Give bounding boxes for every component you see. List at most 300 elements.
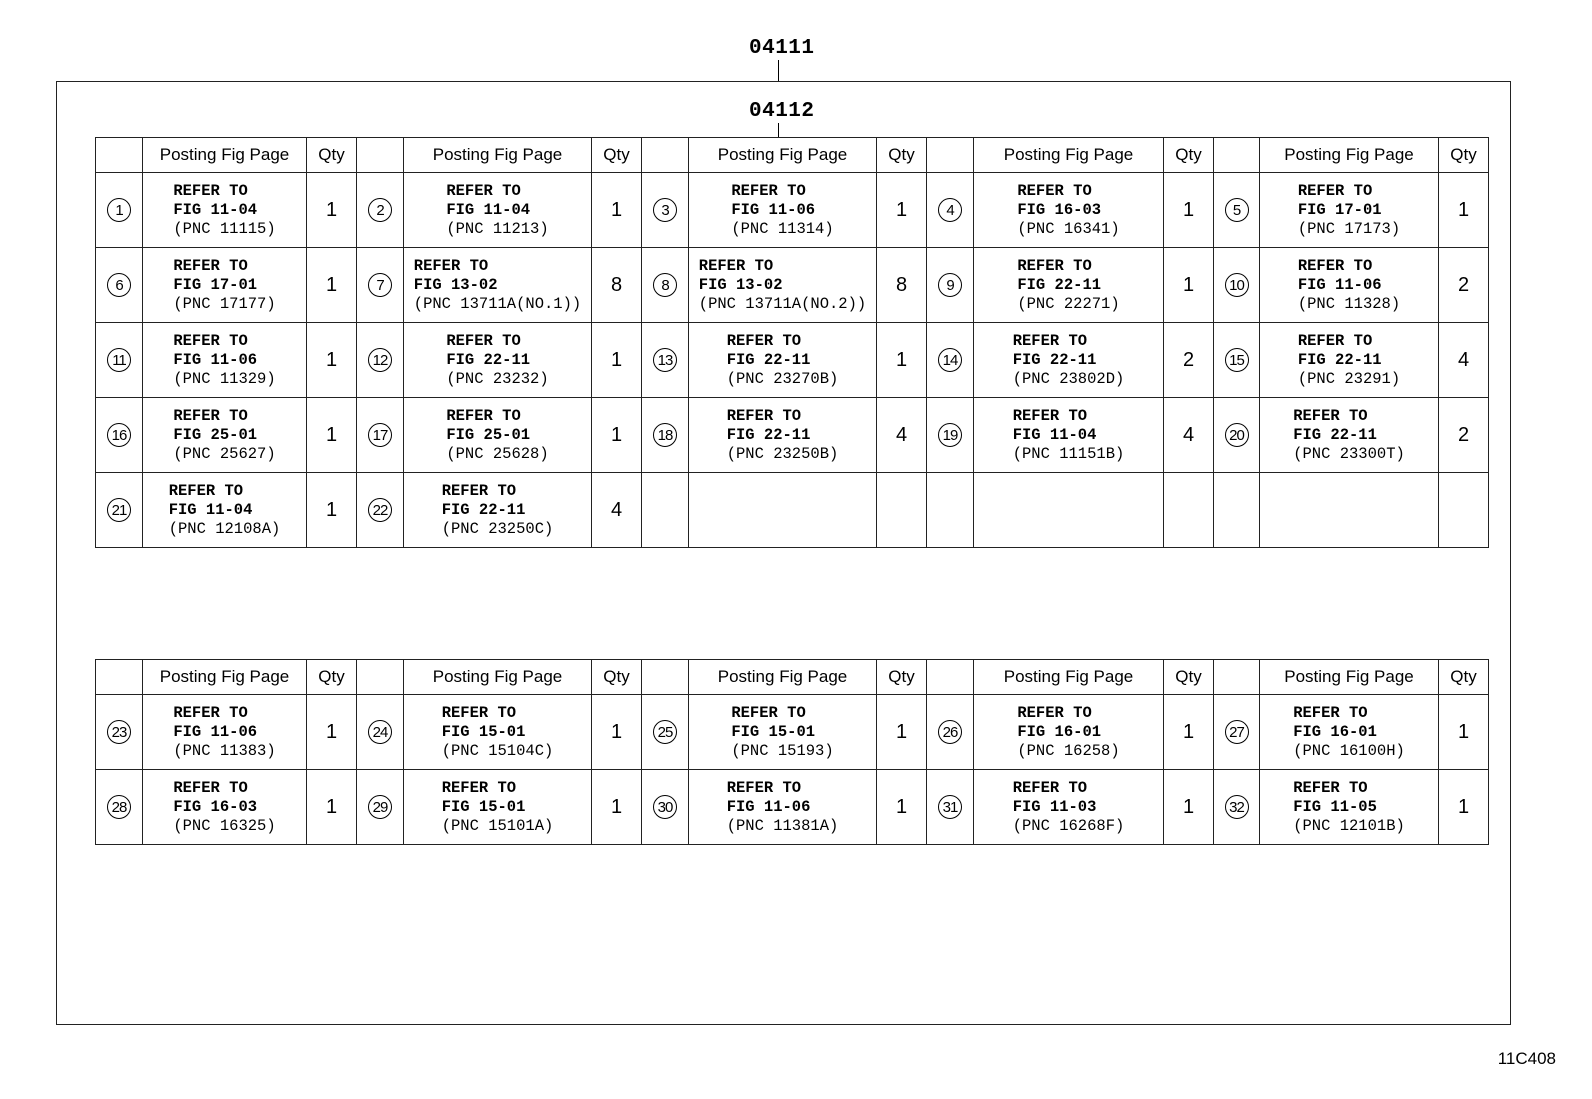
ref-number-cell <box>96 473 143 548</box>
ref-number-cell <box>927 173 974 248</box>
pnc-text: (PNC 16341) <box>1017 219 1120 238</box>
posting-ref-cell <box>404 323 592 398</box>
posting-ref-cell <box>974 173 1164 248</box>
qty-cell: 1 <box>1164 695 1214 770</box>
ref-number-circle: 5 <box>1225 198 1249 222</box>
qty-cell: 1 <box>592 323 642 398</box>
posting-reference <box>1298 257 1400 314</box>
ref-number-cell <box>357 323 404 398</box>
posting-reference <box>169 482 281 539</box>
pnc-text: (PNC 11329) <box>173 369 276 388</box>
ref-number-cell <box>96 398 143 473</box>
ref-number-cell <box>642 770 689 845</box>
posting-reference <box>446 332 548 389</box>
ref-number-circle: 6 <box>107 273 131 297</box>
posting-reference <box>699 257 866 314</box>
qty-cell: 1 <box>1164 173 1214 248</box>
posting-ref-cell <box>143 173 307 248</box>
posting-ref-cell <box>1260 695 1439 770</box>
fig-page-text: FIG 11-04 <box>168 500 253 519</box>
pnc-text: (PNC 17173) <box>1297 219 1401 238</box>
sub-assembly-number: 04112 <box>749 100 815 123</box>
qty-cell: 1 <box>1439 173 1489 248</box>
pnc-text: (PNC 11328) <box>1297 294 1401 313</box>
posting-ref-cell <box>404 770 592 845</box>
posting-ref-cell <box>689 173 877 248</box>
refer-to-text: REFER TO <box>731 703 806 722</box>
table-row <box>96 770 1489 845</box>
qty-cell: 1 <box>307 398 357 473</box>
ref-number-cell <box>96 248 143 323</box>
ref-number-cell <box>642 398 689 473</box>
ref-number-cell <box>642 695 689 770</box>
fig-page-text: FIG 11-03 <box>1012 797 1097 816</box>
qty-cell: 1 <box>307 173 357 248</box>
pnc-text: (PNC 12108A) <box>168 519 281 538</box>
ref-number-circle: 16 <box>107 423 131 447</box>
pnc-text: (PNC 11381A) <box>726 816 839 835</box>
ref-number-cell <box>1214 770 1260 845</box>
ref-number-cell <box>96 695 143 770</box>
posting-reference <box>442 482 554 539</box>
posting-fig-page-header: Posting Fig Page <box>689 660 877 695</box>
posting-ref-cell <box>404 248 592 323</box>
fig-page-text: FIG 13-02 <box>698 275 783 294</box>
refer-to-text: REFER TO <box>173 256 248 275</box>
ref-number-cell <box>927 248 974 323</box>
refer-to-text: REFER TO <box>173 406 248 425</box>
posting-reference <box>1293 704 1405 761</box>
refer-to-text: REFER TO <box>446 331 521 350</box>
fig-page-text: FIG 25-01 <box>446 425 531 444</box>
fig-page-text: FIG 22-11 <box>1297 350 1382 369</box>
reference-table-2 <box>95 659 1489 845</box>
posting-reference <box>446 182 548 239</box>
posting-ref-cell <box>404 473 592 548</box>
ref-number-cell <box>1214 173 1260 248</box>
posting-fig-page-header: Posting Fig Page <box>404 138 592 173</box>
qty-header: Qty <box>1439 660 1489 695</box>
posting-fig-page-header: Posting Fig Page <box>974 660 1164 695</box>
refer-to-text: REFER TO <box>1012 778 1088 797</box>
fig-page-text: FIG 15-01 <box>441 722 526 741</box>
ref-number-cell <box>357 248 404 323</box>
posting-ref-cell <box>404 695 592 770</box>
ref-number-cell <box>927 695 974 770</box>
pnc-text: (PNC 15193) <box>731 741 834 760</box>
qty-cell: 1 <box>1439 695 1489 770</box>
fig-page-text: FIG 25-01 <box>173 425 258 444</box>
qty-header: Qty <box>1164 660 1214 695</box>
ref-number-cell <box>642 323 689 398</box>
qty-cell: 2 <box>1164 323 1214 398</box>
pnc-text: (PNC 25627) <box>173 444 276 463</box>
ref-number-circle: 9 <box>938 273 962 297</box>
ref-number-cell <box>642 248 689 323</box>
assembly-leader-line <box>778 60 779 81</box>
posting-fig-page-header: Posting Fig Page <box>143 138 307 173</box>
fig-page-text: FIG 15-01 <box>731 722 816 741</box>
posting-reference <box>173 704 275 761</box>
ref-number-circle: 29 <box>368 795 392 819</box>
posting-ref-cell <box>143 398 307 473</box>
table-row <box>96 323 1489 398</box>
ref-number-circle: 24 <box>368 720 392 744</box>
ref-number-circle: 18 <box>653 423 677 447</box>
posting-ref-cell <box>974 248 1164 323</box>
qty-cell: 1 <box>307 695 357 770</box>
posting-ref-cell <box>689 695 877 770</box>
ref-number-header <box>642 138 689 173</box>
ref-number-circle: 14 <box>938 348 962 372</box>
refer-to-text: REFER TO <box>1017 703 1092 722</box>
illustration-code: 11C408 <box>1497 1049 1556 1068</box>
posting-ref-cell <box>1260 770 1439 845</box>
ref-number-cell <box>1214 398 1260 473</box>
pnc-text: (PNC 23291) <box>1297 369 1401 388</box>
refer-to-text: REFER TO <box>168 481 244 500</box>
posting-reference <box>1017 182 1119 239</box>
fig-page-text: FIG 11-06 <box>1297 275 1382 294</box>
pnc-text: (PNC 11314) <box>731 219 834 238</box>
fig-page-text: FIG 11-06 <box>173 350 258 369</box>
posting-reference <box>414 257 581 314</box>
ref-number-cell <box>927 398 974 473</box>
refer-to-text: REFER TO <box>446 406 521 425</box>
ref-number-cell <box>357 473 404 548</box>
qty-cell <box>1164 473 1214 548</box>
fig-page-text: FIG 16-03 <box>1017 200 1102 219</box>
posting-ref-cell <box>974 473 1164 548</box>
posting-reference <box>1293 407 1405 464</box>
ref-number-circle: 12 <box>368 348 392 372</box>
refer-to-text: REFER TO <box>731 181 806 200</box>
pnc-text: (PNC 11383) <box>173 741 276 760</box>
ref-number-circle: 15 <box>1225 348 1249 372</box>
pnc-text: (PNC 25628) <box>446 444 549 463</box>
posting-fig-page-header: Posting Fig Page <box>404 660 592 695</box>
posting-reference <box>1293 779 1405 836</box>
pnc-text: (PNC 13711A(NO.2)) <box>698 294 867 313</box>
fig-page-text: FIG 16-01 <box>1293 722 1377 741</box>
fig-page-text: FIG 16-01 <box>1017 722 1102 741</box>
refer-to-text: REFER TO <box>1297 331 1373 350</box>
ref-number-cell <box>357 695 404 770</box>
refer-to-text: REFER TO <box>726 778 802 797</box>
posting-fig-page-header: Posting Fig Page <box>1260 660 1439 695</box>
ref-number-circle: 11 <box>107 348 131 372</box>
ref-number-header <box>927 660 974 695</box>
posting-ref-cell <box>143 695 307 770</box>
ref-number-header <box>1214 660 1260 695</box>
refer-to-text: REFER TO <box>1293 406 1368 425</box>
fig-page-text: FIG 11-06 <box>731 200 816 219</box>
fig-page-text: FIG 11-04 <box>1012 425 1097 444</box>
qty-header: Qty <box>307 138 357 173</box>
qty-cell: 4 <box>1439 323 1489 398</box>
posting-ref-cell <box>689 248 877 323</box>
refer-to-text: REFER TO <box>1293 778 1368 797</box>
pnc-text: (PNC 13711A(NO.1)) <box>413 294 582 313</box>
pnc-text: (PNC 23802D) <box>1012 369 1125 388</box>
posting-reference <box>173 407 275 464</box>
ref-number-circle: 31 <box>938 795 962 819</box>
fig-page-text: FIG 16-03 <box>173 797 258 816</box>
refer-to-text: REFER TO <box>173 778 248 797</box>
pnc-text: (PNC 12101B) <box>1293 816 1405 835</box>
posting-ref-cell <box>689 770 877 845</box>
posting-ref-cell <box>689 323 877 398</box>
ref-number-circle: 25 <box>653 720 677 744</box>
table-header-row <box>96 660 1489 695</box>
pnc-text: (PNC 15104C) <box>441 741 554 760</box>
pnc-text: (PNC 16258) <box>1017 741 1120 760</box>
posting-reference <box>1298 332 1400 389</box>
fig-page-text: FIG 22-11 <box>1293 425 1377 444</box>
ref-number-header <box>642 660 689 695</box>
ref-number-circle: 3 <box>653 198 677 222</box>
qty-cell: 1 <box>592 173 642 248</box>
qty-header: Qty <box>307 660 357 695</box>
pnc-text: (PNC 16100H) <box>1293 741 1405 760</box>
table-row <box>96 248 1489 323</box>
posting-ref-cell <box>404 173 592 248</box>
posting-fig-page-header: Posting Fig Page <box>143 660 307 695</box>
posting-reference <box>446 407 548 464</box>
ref-number-cell <box>1214 248 1260 323</box>
qty-cell: 1 <box>1164 770 1214 845</box>
ref-number-cell <box>927 473 974 548</box>
posting-ref-cell <box>1260 173 1439 248</box>
ref-number-cell <box>357 173 404 248</box>
fig-page-text: FIG 22-11 <box>726 350 811 369</box>
qty-cell: 2 <box>1439 398 1489 473</box>
refer-to-text: REFER TO <box>173 703 248 722</box>
pnc-text: (PNC 16325) <box>173 816 276 835</box>
posting-reference <box>173 182 275 239</box>
qty-header: Qty <box>877 660 927 695</box>
ref-number-cell <box>642 473 689 548</box>
ref-number-circle: 30 <box>653 795 677 819</box>
posting-reference <box>1017 257 1119 314</box>
refer-to-text: REFER TO <box>446 181 521 200</box>
refer-to-text: REFER TO <box>173 181 248 200</box>
table-row <box>96 173 1489 248</box>
posting-ref-cell <box>689 398 877 473</box>
ref-number-circle: 19 <box>938 423 962 447</box>
ref-number-circle: 32 <box>1225 795 1249 819</box>
qty-cell: 1 <box>1439 770 1489 845</box>
qty-header: Qty <box>1439 138 1489 173</box>
qty-cell: 1 <box>877 770 927 845</box>
refer-to-text: REFER TO <box>173 331 248 350</box>
qty-cell: 1 <box>592 695 642 770</box>
qty-cell: 1 <box>307 473 357 548</box>
posting-ref-cell <box>404 398 592 473</box>
posting-ref-cell <box>143 323 307 398</box>
posting-reference <box>727 407 839 464</box>
pnc-text: (PNC 22271) <box>1017 294 1120 313</box>
ref-number-circle: 22 <box>368 498 392 522</box>
fig-page-text: FIG 11-06 <box>726 797 811 816</box>
refer-to-text: REFER TO <box>441 481 517 500</box>
posting-fig-page-header: Posting Fig Page <box>974 138 1164 173</box>
pnc-text: (PNC 11213) <box>446 219 549 238</box>
fig-page-text: FIG 22-11 <box>1017 275 1102 294</box>
posting-reference <box>731 704 833 761</box>
posting-ref-cell <box>143 473 307 548</box>
ref-number-circle: 26 <box>938 720 962 744</box>
table-row <box>96 695 1489 770</box>
posting-reference <box>727 779 839 836</box>
ref-number-cell <box>1214 323 1260 398</box>
pnc-text: (PNC 23250C) <box>441 519 554 538</box>
fig-page-text: FIG 22-11 <box>441 500 526 519</box>
refer-to-text: REFER TO <box>726 331 802 350</box>
qty-cell: 4 <box>877 398 927 473</box>
fig-page-text: FIG 17-01 <box>1297 200 1382 219</box>
posting-ref-cell <box>143 770 307 845</box>
refer-to-text: REFER TO <box>1012 406 1088 425</box>
qty-cell: 1 <box>877 695 927 770</box>
ref-number-circle: 28 <box>107 795 131 819</box>
posting-ref-cell <box>1260 398 1439 473</box>
posting-ref-cell <box>974 398 1164 473</box>
ref-number-cell <box>96 173 143 248</box>
refer-to-text: REFER TO <box>413 256 489 275</box>
qty-cell: 4 <box>1164 398 1214 473</box>
ref-number-circle: 27 <box>1225 720 1249 744</box>
fig-page-text: FIG 11-04 <box>173 200 258 219</box>
refer-to-text: REFER TO <box>441 778 517 797</box>
refer-to-text: REFER TO <box>1293 703 1368 722</box>
ref-number-cell <box>96 770 143 845</box>
fig-page-text: FIG 17-01 <box>173 275 258 294</box>
ref-number-circle: 8 <box>653 273 677 297</box>
ref-number-cell <box>357 770 404 845</box>
fig-page-text: FIG 22-11 <box>1012 350 1097 369</box>
ref-number-circle: 7 <box>368 273 392 297</box>
refer-to-text: REFER TO <box>1017 181 1092 200</box>
fig-page-text: FIG 15-01 <box>441 797 526 816</box>
posting-ref-cell <box>974 770 1164 845</box>
ref-number-circle: 10 <box>1225 273 1249 297</box>
ref-number-circle: 17 <box>368 423 392 447</box>
qty-header: Qty <box>877 138 927 173</box>
pnc-text: (PNC 23250B) <box>726 444 839 463</box>
ref-number-cell <box>927 323 974 398</box>
ref-number-header <box>927 138 974 173</box>
ref-number-circle: 1 <box>107 198 131 222</box>
ref-number-circle: 21 <box>107 498 131 522</box>
qty-cell: 1 <box>877 173 927 248</box>
pnc-text: (PNC 11115) <box>173 219 276 238</box>
posting-reference <box>442 704 554 761</box>
fig-page-text: FIG 13-02 <box>413 275 498 294</box>
posting-reference <box>173 332 275 389</box>
table-row <box>96 398 1489 473</box>
table-header-row <box>96 138 1489 173</box>
ref-number-header <box>1214 138 1260 173</box>
qty-cell: 2 <box>1439 248 1489 323</box>
qty-header: Qty <box>1164 138 1214 173</box>
qty-cell: 1 <box>307 770 357 845</box>
ref-number-header <box>96 660 143 695</box>
posting-ref-cell <box>1260 323 1439 398</box>
qty-cell: 4 <box>592 473 642 548</box>
pnc-text: (PNC 23232) <box>446 369 549 388</box>
ref-number-header <box>357 660 404 695</box>
qty-cell: 8 <box>877 248 927 323</box>
refer-to-text: REFER TO <box>1012 331 1088 350</box>
refer-to-text: REFER TO <box>1297 181 1373 200</box>
posting-reference <box>442 779 554 836</box>
refer-to-text: REFER TO <box>698 256 774 275</box>
qty-cell: 1 <box>592 398 642 473</box>
posting-fig-page-header: Posting Fig Page <box>1260 138 1439 173</box>
posting-ref-cell <box>1260 248 1439 323</box>
ref-number-cell <box>642 173 689 248</box>
ref-number-header <box>96 138 143 173</box>
fig-page-text: FIG 11-05 <box>1293 797 1377 816</box>
posting-reference <box>727 332 839 389</box>
pnc-text: (PNC 11151B) <box>1012 444 1125 463</box>
reference-table-1 <box>95 137 1489 548</box>
ref-number-cell <box>927 770 974 845</box>
ref-number-circle: 2 <box>368 198 392 222</box>
fig-page-text: FIG 11-04 <box>446 200 531 219</box>
qty-cell <box>1439 473 1489 548</box>
pnc-text: (PNC 15101A) <box>441 816 554 835</box>
posting-reference <box>1013 407 1125 464</box>
pnc-text: (PNC 16268F) <box>1012 816 1125 835</box>
posting-reference <box>1013 779 1125 836</box>
qty-header: Qty <box>592 660 642 695</box>
ref-number-cell <box>96 323 143 398</box>
ref-number-header <box>357 138 404 173</box>
fig-page-text: FIG 22-11 <box>446 350 531 369</box>
sub-assembly-leader-line <box>778 123 779 138</box>
posting-ref-cell <box>974 323 1164 398</box>
qty-cell: 1 <box>1164 248 1214 323</box>
ref-number-circle: 13 <box>653 348 677 372</box>
posting-reference <box>1013 332 1125 389</box>
refer-to-text: REFER TO <box>1297 256 1373 275</box>
qty-cell <box>877 473 927 548</box>
posting-ref-cell <box>1260 473 1439 548</box>
refer-to-text: REFER TO <box>726 406 802 425</box>
posting-ref-cell <box>689 473 877 548</box>
refer-to-text: REFER TO <box>441 703 517 722</box>
posting-reference <box>731 182 833 239</box>
posting-reference <box>173 257 275 314</box>
pnc-text: (PNC 17177) <box>173 294 276 313</box>
pnc-text: (PNC 23270B) <box>726 369 839 388</box>
assembly-number: 04111 <box>749 37 815 60</box>
posting-ref-cell <box>143 248 307 323</box>
qty-cell: 1 <box>877 323 927 398</box>
posting-reference <box>1298 182 1400 239</box>
posting-fig-page-header: Posting Fig Page <box>689 138 877 173</box>
refer-to-text: REFER TO <box>1017 256 1092 275</box>
ref-number-cell <box>357 398 404 473</box>
posting-reference <box>1017 704 1119 761</box>
qty-cell: 1 <box>307 248 357 323</box>
table-row <box>96 473 1489 548</box>
ref-number-cell <box>1214 695 1260 770</box>
qty-cell: 1 <box>307 323 357 398</box>
ref-number-cell <box>1214 473 1260 548</box>
